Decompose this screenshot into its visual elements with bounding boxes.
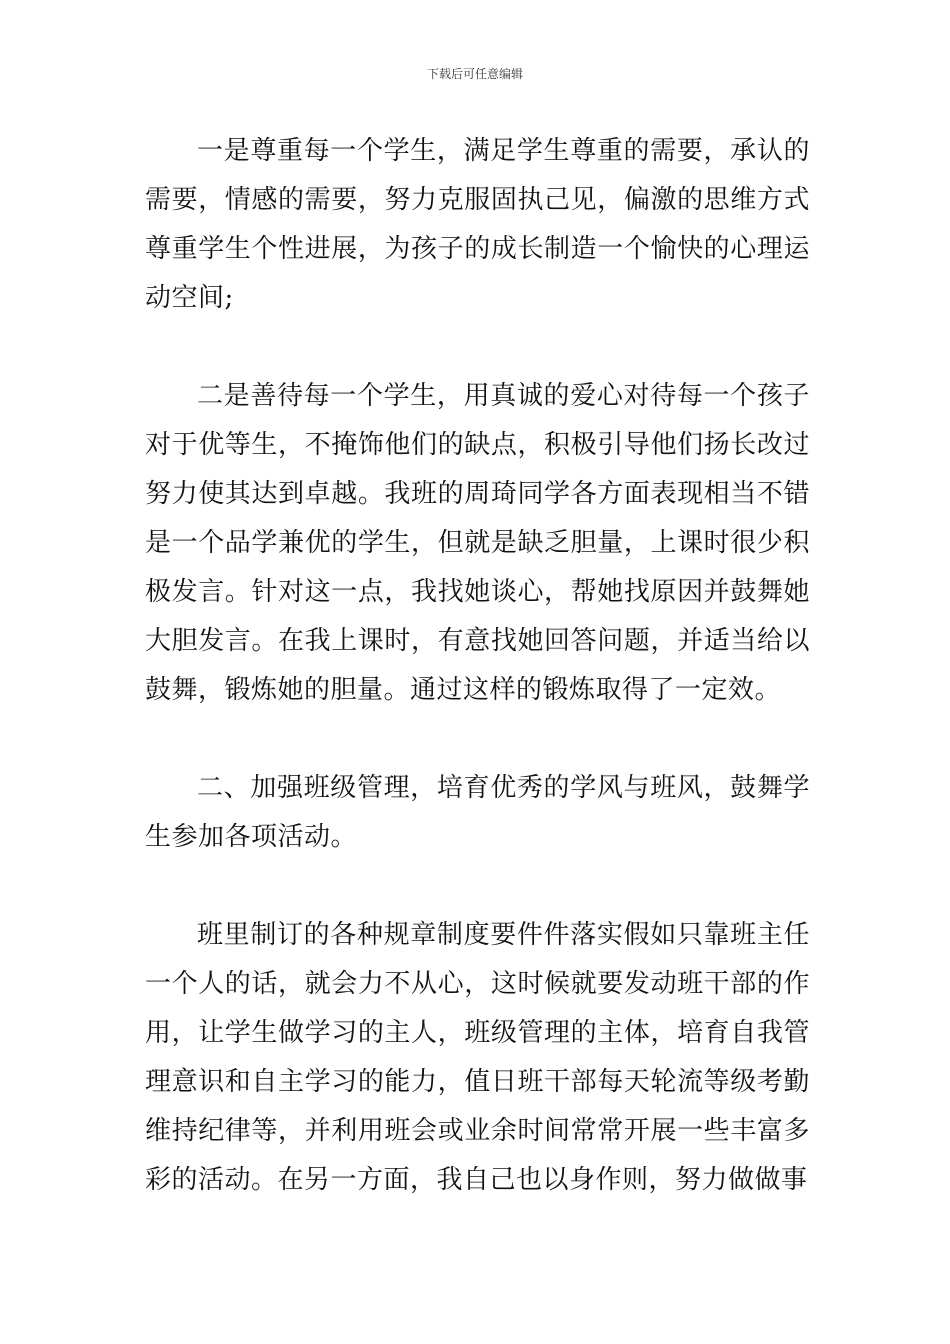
page-header: 下载后可任意编辑	[426, 67, 523, 81]
paragraph-respect-students: 一是尊重每一个学生，满足学生尊重的需要，承认的需要，情感的需要，努力克服固执己见，偏激的思维方式尊重学生个性进展，为孩子的成长制造一个愉快的心理运动空间;	[145, 136, 810, 313]
paragraph-class-rules: 班里制订的各种规章制度要件件落实假如只靠班主任一个人的话，就会力不从心，这时候就要发动班干部的作用，让学生做学习的主人，班级管理的主体，培育自我管理意识和自主学习的能力，值日班干部每天轮流等级考勤维持纪律等，并利用班会或业余时间常常开展一些丰富多彩的活动。在另一方面，我自己也以身作则，努力做做事	[145, 920, 810, 1195]
paragraph-treat-students-well: 二是善待每一个学生，用真诚的爱心对待每一个孩子对于优等生，不掩饰他们的缺点，积极引导他们扬长改过努力使其达到卓越。我班的周琦同学各方面表现相当不错是一个品学兼优的学生，但就是缺乏胆量，上课时很少积极发言。针对这一点，我找她谈心，帮她找原因并鼓舞她大胆发言。在我上课时，有意找她回答问题，并适当给以鼓舞，锻炼她的胆量。通过这样的锻炼取得了一定效。	[145, 381, 810, 705]
paragraph-section-class-management: 二、加强班级管理，培育优秀的学风与班风，鼓舞学生参加各项活动。	[145, 773, 810, 852]
document-body	[145, 127, 810, 1205]
